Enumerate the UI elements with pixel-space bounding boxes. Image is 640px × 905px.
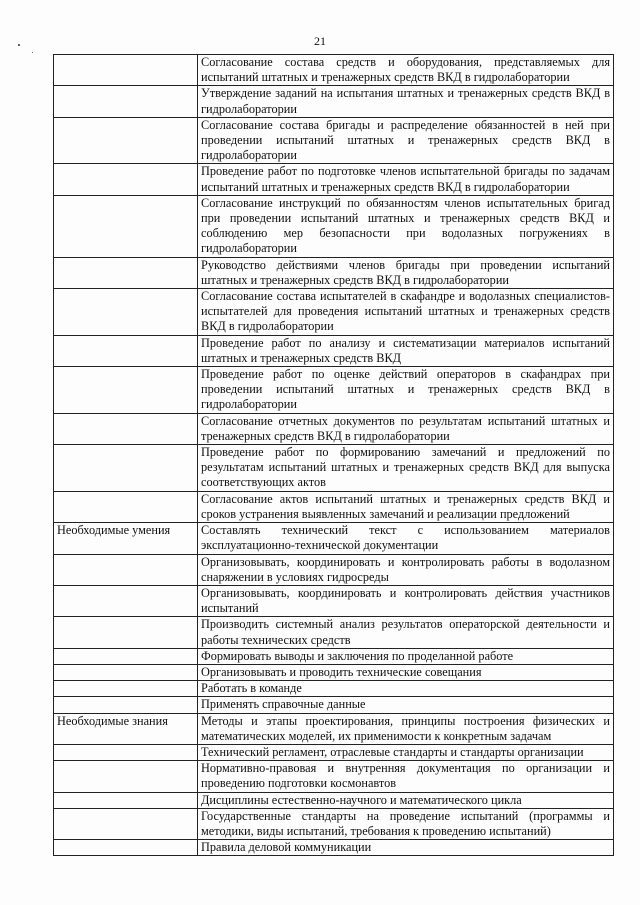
- table-row: [54, 86, 614, 117]
- table-row: [54, 445, 614, 492]
- section-label-continuation: [54, 491, 198, 522]
- section-label-continuation: [54, 117, 198, 164]
- item-text: Организовывать, координировать и контролировать действия участников испытаний: [198, 585, 614, 616]
- section-label-continuation: [54, 413, 198, 444]
- item-text: Правила деловой коммуникации: [198, 840, 614, 856]
- section-label-continuation: [54, 445, 198, 492]
- item-text: Работать в команде: [198, 681, 614, 697]
- section-label-continuation: [54, 86, 198, 117]
- section-label-continuation: [54, 195, 198, 257]
- table-row: [54, 413, 614, 444]
- section-label-continuation: [54, 554, 198, 585]
- table-row: [54, 164, 614, 195]
- table-row: [54, 713, 614, 744]
- section-label-continuation: [54, 335, 198, 366]
- item-text: Согласование состава средств и оборудования, представляемых для испытаний штатных и тренажерных средств ВКД в гидролаборатории: [198, 55, 614, 86]
- item-text: Проведение работ по оценке действий операторов в скафандрах при проведении испытаний штатных и тренажерных средств ВКД в гидролаборатории: [198, 367, 614, 414]
- scan-speck: [18, 44, 20, 46]
- item-text: Составлять технический текст с использованием материалов эксплуатационно-технической документации: [198, 523, 614, 554]
- item-text: Проведение работ по подготовке членов испытательной бригады по задачам испытаний штатных и тренажерных средств ВКД в гидролаборатории: [198, 164, 614, 195]
- item-text: Организовывать и проводить технические совещания: [198, 664, 614, 680]
- item-text: Согласование состава испытателей в скафандре и водолазных специалистов-испытателей для проведения испытаний штатных и тренажерных средств ВКД в гидролаборатории: [198, 289, 614, 336]
- table-row: [54, 117, 614, 164]
- item-text: Руководство действиями членов бригады при проведении испытаний штатных и тренажерных средств ВКД в гидролаборатории: [198, 257, 614, 288]
- table-row: [54, 335, 614, 366]
- scan-speck: [32, 52, 33, 53]
- table-row: [54, 195, 614, 257]
- item-text: Методы и этапы проектирования, принципы построения физических и математических моделей, их применимости к конкретным задачам: [198, 713, 614, 744]
- item-text: Проведение работ по анализу и систематизации материалов испытаний штатных и тренажерных средств ВКД: [198, 335, 614, 366]
- table-row: [54, 664, 614, 680]
- item-text: Государственные стандарты на проведение испытаний (программы и методики, виды испытаний, требования к проведению испытаний): [198, 808, 614, 839]
- table-row: [54, 744, 614, 760]
- section-label-continuation: [54, 585, 198, 616]
- item-text: Проведение работ по формированию замечаний и предложений по результатам испытаний штатных и тренажерных средств ВКД для выпуска соответствующих актов: [198, 445, 614, 492]
- section-label-continuation: [54, 792, 198, 808]
- section-label-continuation: [54, 164, 198, 195]
- section-label: Необходимые знания: [54, 713, 198, 744]
- item-text: Формировать выводы и заключения по проделанной работе: [198, 648, 614, 664]
- section-label-continuation: [54, 840, 198, 856]
- table-row: [54, 491, 614, 522]
- section-label: [54, 55, 198, 86]
- table-row: [54, 681, 614, 697]
- section-label-continuation: [54, 257, 198, 288]
- section-label-continuation: [54, 697, 198, 713]
- section-label-continuation: [54, 808, 198, 839]
- item-text: Согласование состава бригады и распределение обязанностей в ней при проведении испытаний штатных и тренажерных средств ВКД в гидролаборатории: [198, 117, 614, 164]
- item-text: Утверждение заданий на испытания штатных и тренажерных средств ВКД в гидролаборатории: [198, 86, 614, 117]
- item-text: Дисциплины естественно-научного и математического цикла: [198, 792, 614, 808]
- section-label-continuation: [54, 617, 198, 648]
- page-number: 21: [314, 34, 326, 48]
- table-row: [54, 808, 614, 839]
- section-label: Необходимые умения: [54, 523, 198, 554]
- item-text: Согласование отчетных документов по результатам испытаний штатных и тренажерных средств ВКД в гидролаборатории: [198, 413, 614, 444]
- qualification-table: [53, 54, 614, 856]
- item-text: Согласование актов испытаний штатных и тренажерных средств ВКД и сроков устранения выявленных замечаний и реализации предложений: [198, 491, 614, 522]
- item-text: Согласование инструкций по обязанностям членов испытательных бригад при проведении испытаний штатных и тренажерных средств ВКД и соблюдению мер безопасности при водолазных погружениях в гидролаборатории: [198, 195, 614, 257]
- table-row: [54, 761, 614, 792]
- section-label-continuation: [54, 289, 198, 336]
- section-label-continuation: [54, 681, 198, 697]
- table-row: [54, 840, 614, 856]
- section-label-continuation: [54, 761, 198, 792]
- table-row: [54, 697, 614, 713]
- section-label-continuation: [54, 648, 198, 664]
- table-row: [54, 55, 614, 86]
- table-row: [54, 257, 614, 288]
- item-text: Применять справочные данные: [198, 697, 614, 713]
- item-text: Производить системный анализ результатов операторской деятельности и работы технических средств: [198, 617, 614, 648]
- item-text: Технический регламент, отраслевые стандарты и стандарты организации: [198, 744, 614, 760]
- table-row: [54, 523, 614, 554]
- table-row: [54, 648, 614, 664]
- table-row: [54, 585, 614, 616]
- section-label-continuation: [54, 367, 198, 414]
- table-row: [54, 289, 614, 336]
- table-row: [54, 792, 614, 808]
- table-row: [54, 367, 614, 414]
- item-text: Организовывать, координировать и контролировать работы в водолазном снаряжении в условиях гидросреды: [198, 554, 614, 585]
- section-label-continuation: [54, 664, 198, 680]
- table-row: [54, 554, 614, 585]
- table-row: [54, 617, 614, 648]
- item-text: Нормативно-правовая и внутренняя документация по организации и проведению подготовки космонавтов: [198, 761, 614, 792]
- section-label-continuation: [54, 744, 198, 760]
